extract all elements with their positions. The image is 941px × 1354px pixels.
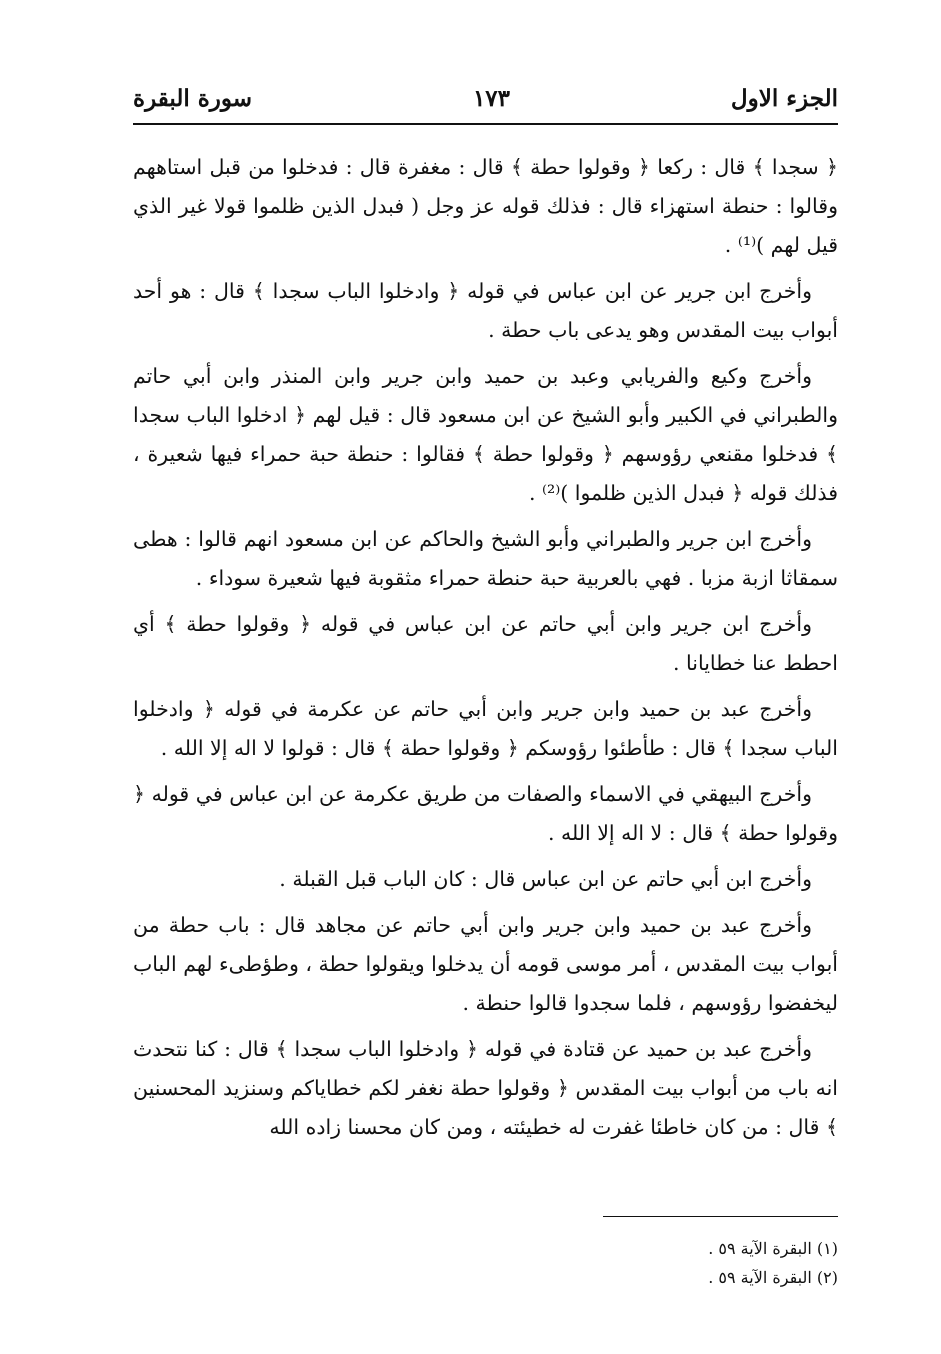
paragraph: وأخرج البيهقي في الاسماء والصفات من طريق عكرمة عن ابن عباس في قوله ﴿ وقولوا حطة ﴾ قال : لا اله إلا الله . [133, 782, 838, 845]
paragraph: وأخرج ابن جرير والطبراني وأبو الشيخ والحاكم عن ابن مسعود انهم قالوا : هطى سمقاثا ازبة مزبا . فهي بالعربية حبة حنطة حمراء مثقوبة فيها شعيرة سوداء . [133, 527, 838, 590]
part-title: الجزء الاول [730, 84, 838, 112]
page-header [133, 78, 838, 118]
footnote-divider [603, 1216, 838, 1217]
paragraph: وأخرج ابن جرير عن ابن عباس في قوله ﴿ وادخلوا الباب سجدا ﴾ قال : هو أحد أبواب بيت المقدس وهو يدعى باب حطة . [133, 279, 838, 342]
footnote: (١) البقرة الآية ٥٩ . [708, 1239, 838, 1258]
paragraph: وأخرج عبد بن حميد وابن جرير وابن أبي حاتم عن مجاهد قال : باب حطة من أبواب بيت المقدس ، أمر موسى قومه أن يدخلوا ويقولوا حطة ، وطؤطىء لهم الباب ليخفضوا رؤوسهم ، فلما سجدوا قالوا حنطة . [133, 913, 838, 1015]
header-divider [133, 123, 838, 125]
paragraph: وأخرج عبد بن حميد وابن جرير وابن أبي حاتم عن عكرمة في قوله ﴿ وادخلوا الباب سجدا ﴾ قال : طأطئوا رؤوسكم ﴿ وقولوا حطة ﴾ قال : قولوا لا اله إلا الله . [133, 697, 838, 760]
paragraph: وأخرج عبد بن حميد عن قتادة في قوله ﴿ وادخلوا الباب سجدا ﴾ قال : كنا نتحدث انه باب من أبواب بيت المقدس ﴿ وقولوا حطة نغفر لكم خطاياكم وسنزيد المحسنين ﴾ قال : من كان خاطئا غفرت له خطيئته ، ومن كان محسنا زاده الله [133, 1037, 838, 1139]
footnote: (٢) البقرة الآية ٥٩ . [708, 1268, 838, 1287]
paragraph: ﴿ سجدا ﴾ قال : ركعا ﴿ وقولوا حطة ﴾ قال : مغفرة قال : فدخلوا من قبل استاههم وقالوا : حنطة استهزاء قال : فذلك قوله عز وجل ( فبدل الذين ظلموا قولا غير الذي قيل لهم )⁽¹⁾ . [133, 155, 838, 257]
paragraph: وأخرج ابن جرير وابن أبي حاتم عن ابن عباس في قوله ﴿ وقولوا حطة ﴾ أي احطط عنا خطايانا . [133, 612, 838, 675]
page-number: ١٧٣ [472, 84, 511, 112]
page-body [133, 148, 838, 1154]
paragraph: وأخرج ابن أبي حاتم عن ابن عباس قال : كان الباب قبل القبلة . [279, 867, 812, 891]
paragraph: وأخرج وكيع والفريابي وعبد بن حميد وابن جرير وابن المنذر وابن أبي حاتم والطبراني في الكبير وأبو الشيخ عن ابن مسعود قال : قيل لهم ﴿ ادخلوا الباب سجدا ﴾ فدخلوا مقنعي رؤوسهم ﴿ وقولوا حطة ﴾ فقالوا : حنطة حبة حمراء فيها شعيرة ، فذلك قوله ﴿ فبدل الذين ظلموا )⁽²⁾ . [133, 364, 838, 505]
footnotes [470, 1234, 838, 1292]
surah-title: سورة البقرة [133, 84, 253, 112]
